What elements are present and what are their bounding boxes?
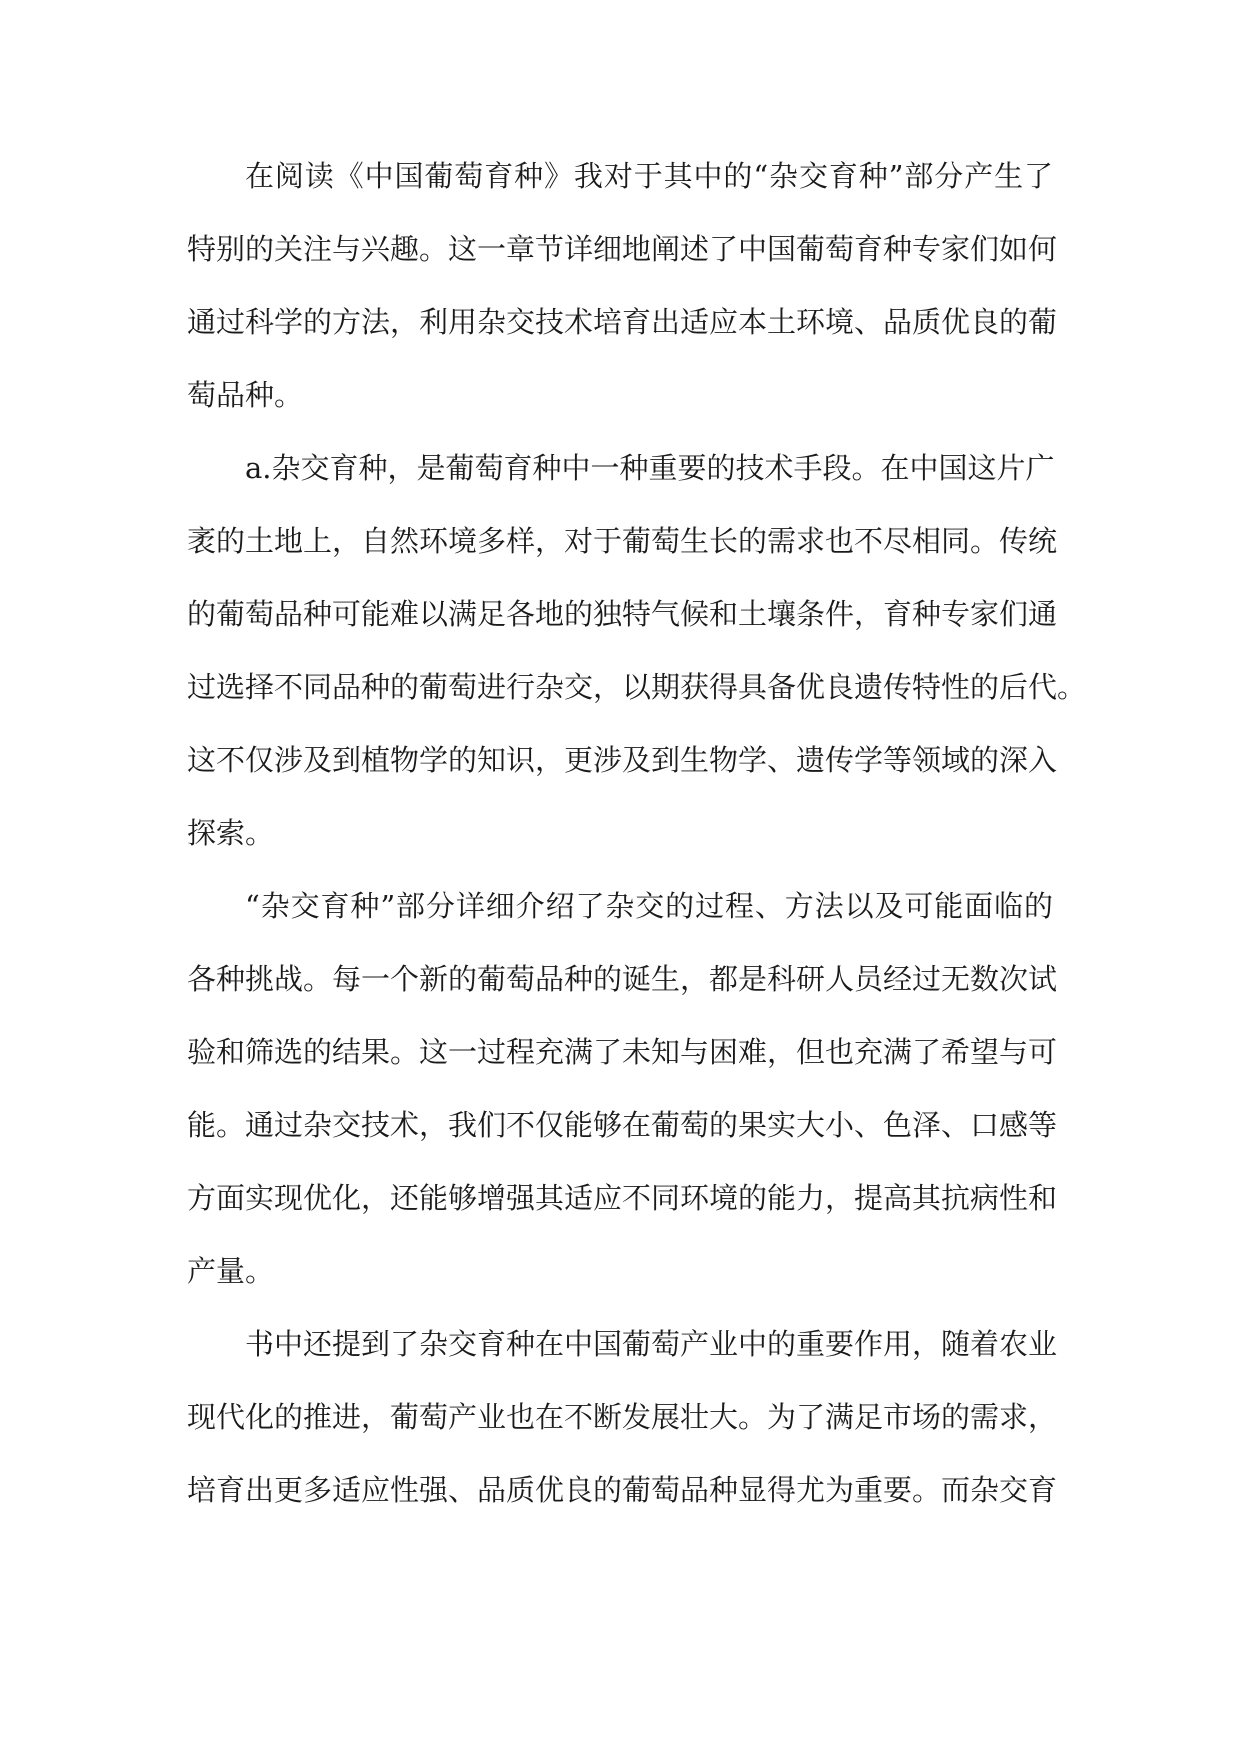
text-line: 在阅读《中国葡萄育种》我对于其中的“杂交育种”部分产生了 (245, 159, 1053, 193)
text-line: 的葡萄品种可能难以满足各地的独特气候和土壤条件，育种专家们通 (187, 597, 1058, 631)
text-line: 通过科学的方法，利用杂交技术培育出适应本土环境、品质优良的葡 (187, 305, 1058, 339)
text-line: “杂交育种”部分详细介绍了杂交的过程、方法以及可能面临的 (245, 889, 1053, 923)
paragraph (187, 140, 1058, 432)
text-line: 书中还提到了杂交育种在中国葡萄产业中的重要作用，随着农业 (245, 1327, 1058, 1361)
text-line: a.杂交育种，是葡萄育种中一种重要的技术手段。在中国这片广 (245, 451, 1055, 485)
text-line: 探索。 (187, 816, 275, 850)
paragraph (187, 870, 1058, 1308)
text-line: 过选择不同品种的葡萄进行杂交，以期获得具备优良遗传特性的后代。 (187, 670, 1087, 704)
text-line: 产量。 (187, 1254, 275, 1288)
text-line: 培育出更多适应性强、品质优良的葡萄品种显得尤为重要。而杂交育 (187, 1473, 1058, 1507)
document-body (187, 140, 1087, 1527)
text-line: 特别的关注与兴趣。这一章节详细地阐述了中国葡萄育种专家们如何 (187, 232, 1058, 266)
text-line: 现代化的推进，葡萄产业也在不断发展壮大。为了满足市场的需求， (187, 1400, 1058, 1434)
text-line: 这不仅涉及到植物学的知识，更涉及到生物学、遗传学等领域的深入 (187, 743, 1058, 777)
text-line: 萄品种。 (187, 378, 304, 412)
text-line: 方面实现优化，还能够增强其适应不同环境的能力，提高其抗病性和 (187, 1181, 1058, 1215)
text-line: 各种挑战。每一个新的葡萄品种的诞生，都是科研人员经过无数次试 (187, 962, 1058, 996)
text-line: 验和筛选的结果。这一过程充满了未知与困难，但也充满了希望与可 (187, 1035, 1058, 1069)
paragraph (187, 1308, 1058, 1527)
text-line: 袤的土地上，自然环境多样，对于葡萄生长的需求也不尽相同。传统 (187, 524, 1058, 558)
text-line: 能。通过杂交技术，我们不仅能够在葡萄的果实大小、色泽、口感等 (187, 1108, 1058, 1142)
paragraph (187, 432, 1087, 870)
